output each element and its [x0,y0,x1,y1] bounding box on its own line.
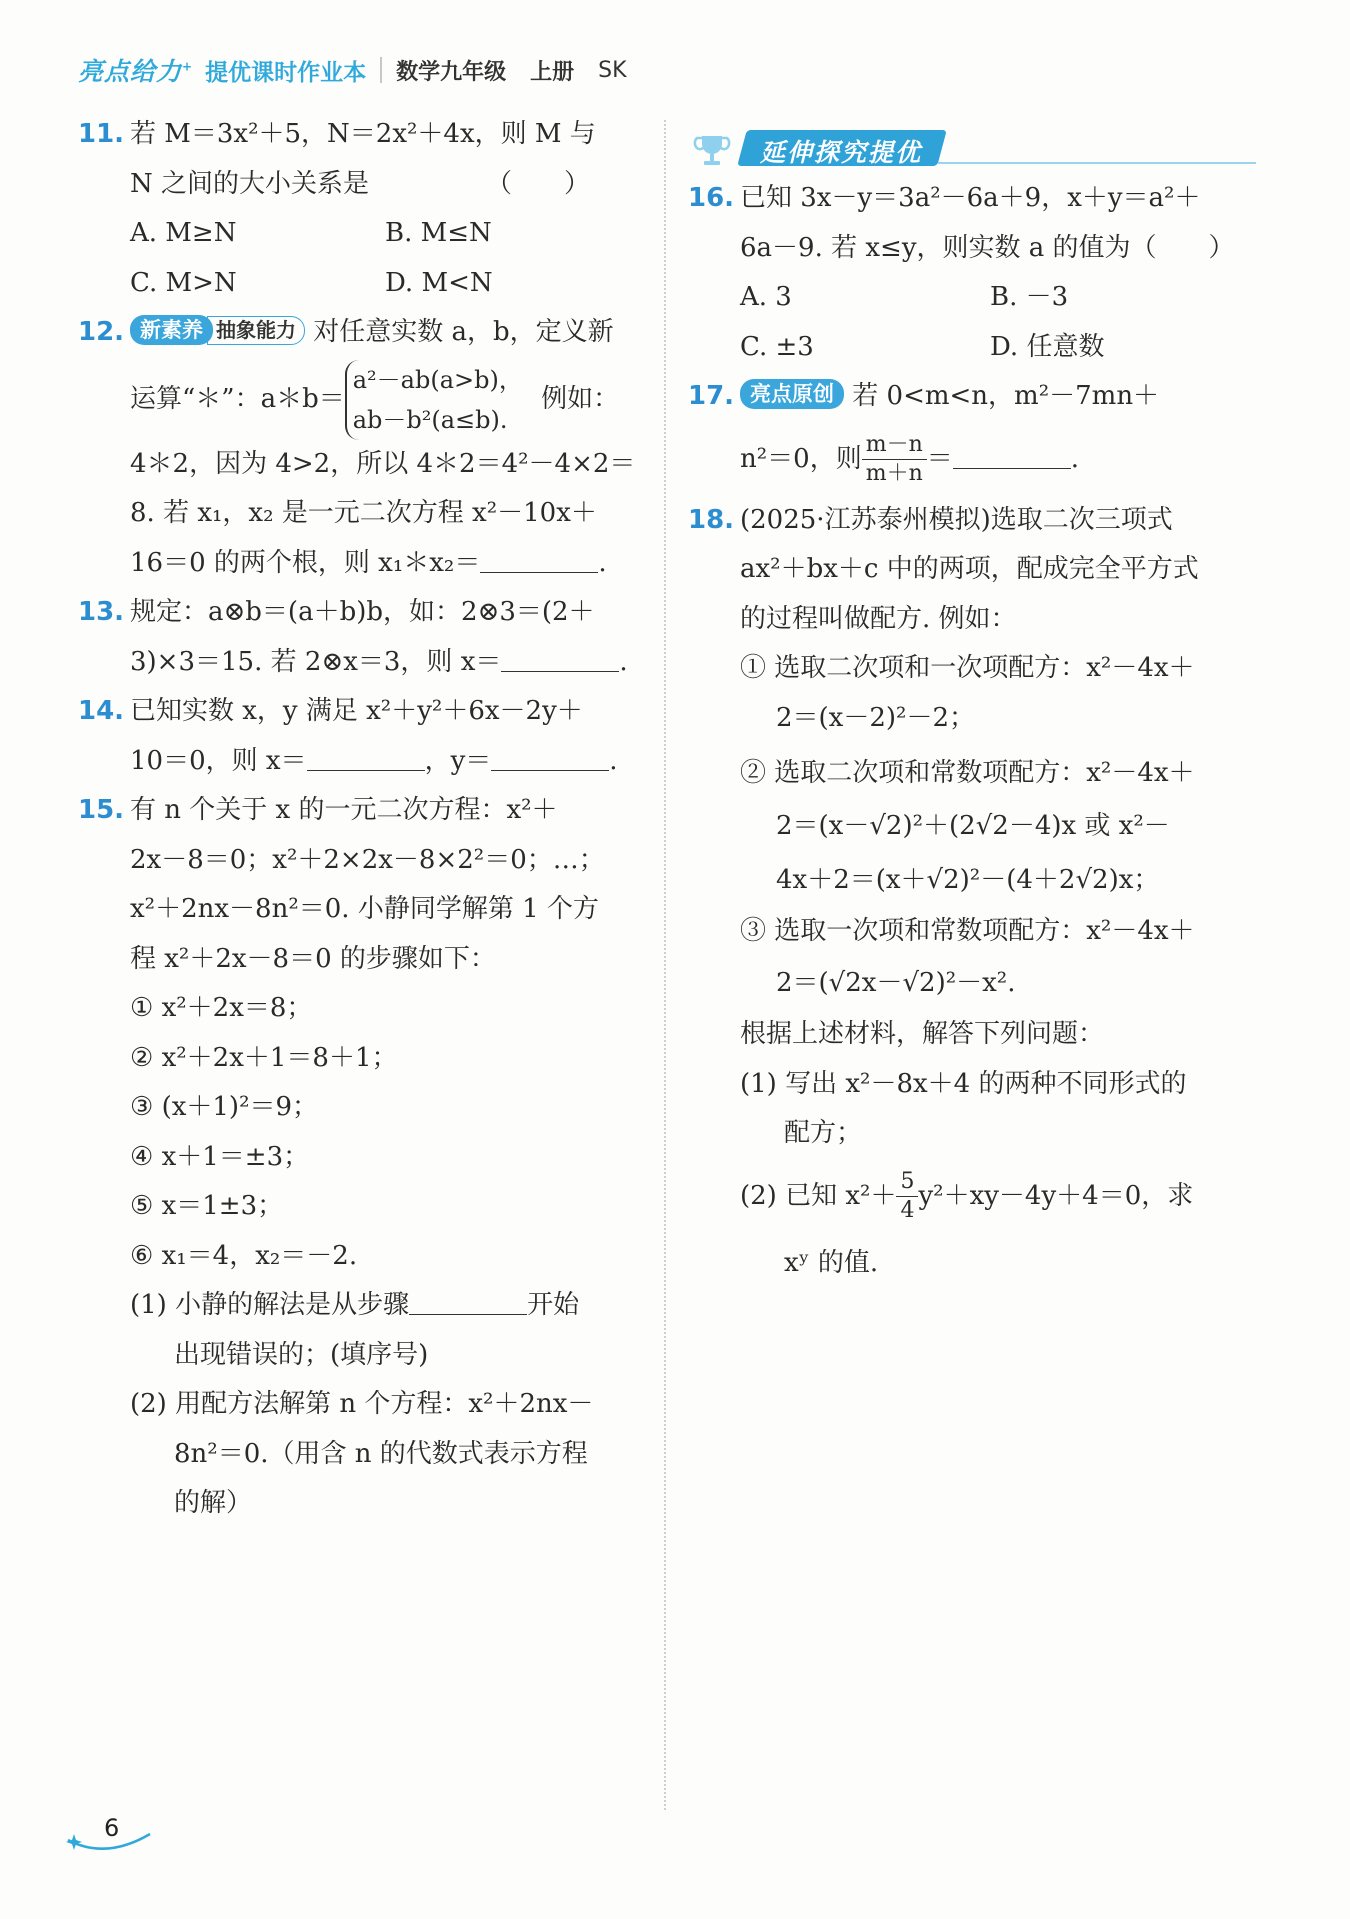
question-text: 3)×3＝15. 若 2⊗x＝3，则 x＝ . [130,638,643,688]
question-17 [688,372,1253,496]
brand-text: 亮点给力 [78,57,183,86]
sub-question-2-cont: 8n²＝0.（用含 n 的代数式表示方程 [174,1438,588,1469]
question-text-segment: 3)×3＝15. 若 2⊗x＝3，则 x＝ [130,646,502,677]
question-14 [78,687,643,786]
option-c: C. ±3 [740,331,814,362]
question-number: 11. [78,119,125,149]
fraction [862,431,927,488]
question-text: n²＝0，则 $\frac{m-n}{m+n}$ ＝ . [740,432,1080,486]
edition-label: SK [598,57,627,83]
question-text: 16＝0 的两个根，则 x₁＊x₂＝ . [130,539,643,589]
sub-question-1: (1) 写出 x²－8x＋4 的两种不同形式的 [740,1068,1187,1099]
example-item-3-cont: 2＝(√2x－√2)²－x². [776,968,1016,998]
question-15 [78,786,643,1529]
left-column [78,110,643,1529]
question-text: 有 n 个关于 x 的一元二次方程：x²＋ [130,795,558,825]
answer-blank[interactable] [409,1286,527,1315]
question-text: 的过程叫做配方. 例如： [740,603,1017,634]
example-item-2: ② 选取二次项和常数项配方：x²－4x＋ [740,758,1195,788]
option-c: C. M>N [130,267,237,298]
question-12 [78,308,643,588]
question-text [740,372,1253,422]
right-column [688,110,1253,1293]
solution-step: ⑤ x＝1±3； [130,1191,284,1221]
example-item-1: ① 选取二次项和一次项配方：x²－4x＋ [740,653,1195,683]
question-text-segment: n²＝0，则 [740,443,862,474]
question-number: 14. [78,696,125,726]
option-d: D. 任意数 [990,331,1105,362]
brand-logo [78,52,193,88]
fraction [896,1168,918,1225]
question-text-segment: 16＝0 的两个根，则 x₁＊x₂＝ [130,547,481,578]
question-text-segment: y²＋xy－4y＋4＝0，求 [918,1180,1194,1211]
option-a: A. 3 [740,282,792,312]
solution-step: ④ x＋1＝±3； [130,1141,310,1172]
option-b: B. －3 [990,282,1069,312]
option-d: D. M<N [385,267,493,298]
question-text: 10＝0，则 x＝ ，y＝ . [130,737,643,787]
sub-question-2-cont: 的解） [174,1488,253,1518]
question-number: 16. [688,183,735,213]
subject-label: 数学九年级 [396,59,507,85]
example-item-2-cont: 2＝(x－√2)²＋(2√2－4)x 或 x²－ [776,810,1170,841]
header-divider [380,57,382,83]
trophy-icon [692,130,732,170]
question-text: (2025·江苏泰州模拟)选取二次三项式 [740,504,1173,535]
question-13 [78,588,643,687]
answer-blank[interactable] [501,643,619,672]
answer-blank-x[interactable] [307,742,425,771]
options-row [78,259,643,309]
question-text-segment: 若 0<m<n，m²－7mn＋ [852,381,1160,411]
solution-step: ① x²＋2x＝8； [130,993,313,1023]
page-number: 6 [104,1814,120,1842]
fraction-denominator: m＋n [865,461,923,486]
option-b: B. M≤N [385,218,492,248]
question-text: 规定：a⊗b＝(a＋b)b，如：2⊗3＝(2＋ [130,597,595,627]
case-2: ab－b²(a≤b). [352,405,508,434]
question-text: 已知 3x－y＝3a²－6a＋9，x＋y＝a²＋ [740,183,1201,213]
solution-step: ③ (x＋1)²＝9； [130,1092,319,1122]
fraction-denominator: 4 [900,1198,915,1223]
example-item-2-cont: 4x＋2＝(x＋√2)²－(4＋2√2)x； [776,864,1160,895]
case-1: a²－ab(a>b)， [352,365,523,394]
question-18 [688,496,1253,1293]
options-row [688,273,1253,323]
original-tag: 亮点原创 [740,379,844,409]
page-header [78,50,627,90]
fraction-numerator: 5 [896,1168,918,1197]
question-text: 6a－9. 若 x≤y，则实数 a 的值为（ ） [740,232,1235,263]
ability-tag: 抽象能力 [207,316,305,345]
question-text-segment: (1) 小静的解法是从步骤 [130,1290,410,1320]
solution-step: ② x²＋2x＋1＝8＋1； [130,1042,398,1073]
question-text: 4＊2，因为 4>2，所以 4＊2＝4²－4×2＝ [130,448,636,479]
question-number: 18. [688,504,735,535]
sub-question-2-cont: xʸ 的值. [784,1247,879,1278]
sub-question-2 [740,1159,1253,1233]
answer-blank[interactable] [953,440,1071,469]
question-text: x²＋2nx－8n²＝0. 小静同学解第 1 个方 [130,894,599,924]
question-text-segment: 例如： [541,383,620,414]
piecewise-brace [345,360,523,440]
options-row [78,209,643,259]
volume-label: 上册 [530,59,575,85]
question-number: 15. [78,795,125,825]
sub-question-1-cont: 配方； [784,1118,863,1148]
solution-step: ⑥ x₁＝4，x₂＝－2. [130,1240,358,1271]
question-text: ax²＋bx＋c 中的两项，配成完全平方式 [740,554,1199,584]
question-text [130,308,643,358]
question-text: 2x－8＝0；x²＋2×2x－8×2²＝0；…； [130,844,605,875]
question-number: 17. [688,381,735,411]
question-text-segment: 运算“＊”：a＊b＝ [130,383,345,414]
question-16 [688,174,1253,273]
question-text [130,358,643,440]
sub-question-1-cont: 出现错误的；(填序号) [174,1339,429,1370]
column-divider [664,120,666,1810]
answer-blank-y[interactable] [491,742,609,771]
series-title: 提优课时作业本 [205,59,367,86]
section-title: 延伸探究提优 [760,138,923,167]
question-text: 8. 若 x₁，x₂ 是一元二次方程 x²－10x＋ [130,498,597,528]
question-number: 13. [78,597,125,627]
new-literacy-tag: 新素养 [130,315,213,345]
answer-blank[interactable] [480,544,598,573]
option-a: A. M≥N [130,218,237,248]
section-underline [938,162,1256,164]
question-text-segment: ＝ [926,443,953,474]
question-text-segment: (2) 已知 x²＋ [740,1180,897,1211]
example-item-1-cont: 2＝(x－2)²－2； [776,702,975,733]
question-number: 12. [78,317,125,347]
question-text: 已知实数 x，y 满足 x²＋y²＋6x－2y＋ [130,696,583,726]
options-row [688,323,1253,373]
example-item-3: ③ 选取一次项和常数项配方：x²－4x＋ [740,915,1195,946]
section-header [688,110,1253,172]
question-text-segment: ，y＝ [424,745,492,776]
question-text: 根据上述材料，解答下列问题： [740,1019,1105,1049]
question-text-segment: 对任意实数 a，b，定义新 [313,317,614,347]
sub-question-1 [130,1281,643,1331]
question-text: 程 x²＋2x－8＝0 的步骤如下： [130,943,496,974]
question-11 [78,110,643,209]
sub-question-2: (2) 用配方法解第 n 个方程：x²＋2nx－ [130,1389,594,1419]
question-text: 若 M＝3x²＋5，N＝2x²＋4x，则 M 与 [130,119,596,149]
question-text-segment: 开始 [527,1290,580,1320]
brand-mark: + [182,59,194,74]
fraction-numerator: m－n [862,431,927,460]
question-text-segment: 10＝0，则 x＝ [130,745,307,776]
question-text: N 之间的大小关系是 （ ） [130,168,591,199]
